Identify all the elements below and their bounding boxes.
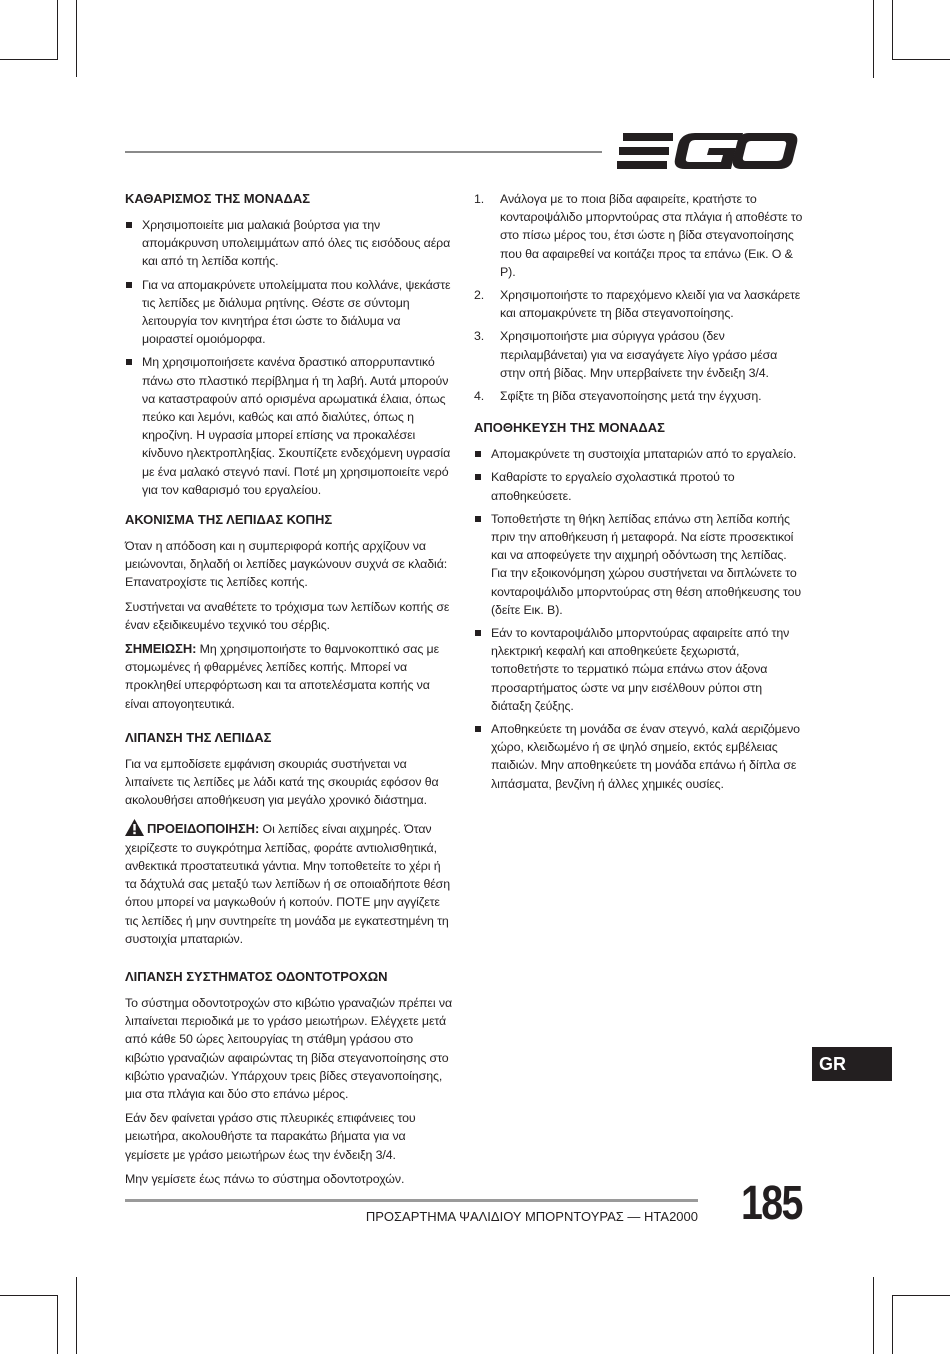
list-item: [125, 216, 453, 271]
crop-mark: [873, 1277, 874, 1354]
bullet-square: [475, 451, 481, 457]
step-number: 1.: [474, 192, 485, 206]
right-column: [474, 190, 804, 805]
step-item: [474, 327, 804, 382]
ego-logo: [617, 131, 799, 171]
note-text: Μη χρησιμοποιήστε το θαμνοκοπτικό σας με στομωμένες ή φθαρμένες λεπίδες κοπής. Μπορεί να προκληθεί υπερφόρτωση και τα αποτελέσματα κοπής να είναι απογοητευτικά.: [125, 642, 440, 711]
crop-mark: [76, 0, 77, 60]
list-item-text: Εάν το κονταροψάλιδο μπορντούρας αφαιρείτε από την ηλεκτρική κεφαλή και αποθηκεύετε ξεχωριστά, τοποθετήστε το τερματικό πώμα επάνω στον άξονα προσαρτήματος ώστε να μην εισέλθουν ρύποι στη διάταξη ζεύξης.: [491, 626, 790, 713]
bullet-list: [474, 445, 804, 793]
crop-mark: [873, 0, 874, 78]
paragraph: Εάν δεν φαίνεται γράσο στις πλευρικές επιφάνειες του μειωτήρα, ακολουθήστε τα παρακάτω βήματα για να γεμίσετε με γράσο μειωτήρων έως την ένδειξη 3/4.: [125, 1111, 416, 1162]
step-number: 4.: [474, 389, 485, 404]
footer-title: ΠΡΟΣΑΡΤΗΜΑ ΨΑΛΙΔΙΟΥ ΜΠΟΡΝΤΟΥΡΑΣ — HTA2000: [365, 1209, 698, 1224]
bullet-square: [126, 222, 132, 228]
bullet-list: [125, 216, 453, 499]
crop-mark: [892, 1295, 893, 1354]
paragraph: Το σύστημα οδοντοτροχών στο κιβώτιο γραναζιών πρέπει να λιπαίνεται περιοδικά με το γράσο μειωτήρων. Ελέγχετε μετά από κάθε 50 ώρες λειτουργίας τη στάθμη γράσου στο κιβώτιο γραναζιών αφαιρώντας τη βίδα στεγανοποίησης στο κιβώτιο γραναζιών. Υπάρχουν τρεις βίδες στεγανοποίησης, μια στα πλάγια και δύο στο επάνω μέρος.: [125, 995, 453, 1101]
list-item: [474, 720, 804, 793]
section-title: ΑΠΟΘΗΚΕΥΣΗ ΤΗΣ ΜΟΝΑΔΑΣ: [474, 420, 665, 436]
step-text: Χρησιμοποιήστε το παρεχόμενο κλειδί για να λασκάρετε και απομακρύνετε τη βίδα στεγανοποίησης.: [500, 288, 801, 321]
section-gear-lubrication: [125, 968, 453, 1188]
section-storage: [474, 419, 804, 793]
list-item-text: Για να απομακρύνετε υπολείμματα που κολλάνε, ψεκάστε τις λεπίδες με διάλυμα ρητίνης. Θέστε σε σύντομη λειτουργία τον κινητήρα έτσι ώστε το διάλυμα να μοιραστεί ομοιόμορφα.: [142, 277, 451, 347]
crop-mark: [76, 1277, 77, 1354]
crop-mark: [892, 59, 950, 60]
section-title: ΛΙΠΑΝΣΗ ΤΗΣ ΛΕΠΙΔΑΣ: [125, 729, 272, 745]
warning-text: Οι λεπίδες είναι αιχμηρές. Όταν χειρίζεστε το συγκρότημα λεπίδας, φοράτε αντιολισθητικά, ανθεκτικά προστατευτικά γάντια. Μην τοποθετείτε το χέρι ή τα δάχτυλά σας μεταξύ των λεπίδων ή σε οποιαδήποτε θέση όπου μπορεί να μαγκωθούν ή κοπούν. ΠΟΤΕ μην αγγίζετε τις λεπίδες ή μην συντηρείτε τη μονάδα με εγκατεστημένη τη συστοιχία μπαταριών.: [125, 822, 451, 946]
crop-mark: [0, 1295, 58, 1296]
bullet-square: [126, 359, 132, 365]
paragraph: Για να εμποδίσετε εμφάνιση σκουριάς συστήνεται να λιπαίνετε τις λεπίδες με λάδι κατά της σκουριάς εφόσον θα ακολουθήσει αποθήκευση για μεγάλο χρονικό διάστημα.: [125, 756, 439, 808]
language-tab: GR: [812, 1047, 892, 1081]
step-number: 2.: [474, 288, 485, 303]
step-item: [474, 286, 804, 322]
list-item: [125, 353, 453, 499]
list-item-text: Απομακρύνετε τη συστοιχία μπαταριών από το εργαλείο.: [491, 447, 797, 462]
bullet-square: [126, 282, 132, 288]
crop-mark: [0, 59, 58, 60]
step-text: Σφίξτε τη βίδα στεγανοποίησης μετά την έγχυση.: [500, 389, 762, 404]
paragraph: Όταν η απόδοση και η συμπεριφορά κοπής αρχίζουν να μειώνονται, δηλαδή οι λεπίδες μαγκώνουν συχνά σε κλαδιά: Επανατροχίστε τις λεπίδες κοπής.: [125, 539, 448, 590]
bullet-square: [475, 630, 481, 636]
list-item: [474, 510, 804, 619]
warning-paragraph: [125, 819, 453, 947]
warning-triangle-icon: [125, 819, 144, 836]
list-item-text: Καθαρίστε το εργαλείο σχολαστικά προτού το αποθηκεύσετε.: [491, 470, 735, 503]
crop-mark: [76, 59, 77, 77]
page-number: 185: [741, 1177, 802, 1230]
step-text: Χρησιμοποιήστε μια σύριγγα γράσου (δεν περιλαμβάνεται) για να εισαγάγετε λίγο γράσο μέσα στην οπή βίδας. Μην υπερβαίνετε την ένδειξη 3/4.: [500, 329, 778, 380]
crop-mark: [57, 1295, 58, 1354]
list-item-text: Χρησιμοποιείτε μια μαλακιά βούρτσα για την απομάκρυνση υπολειμμάτων από όλες τις εισόδους αέρα και από τη λεπίδα κοπής.: [142, 218, 451, 269]
step-number: 3.: [474, 329, 485, 344]
list-item: [474, 468, 804, 504]
bullet-square: [475, 474, 481, 480]
warning-label: ΠΡΟΕΙΔΟΠΟΙΗΣΗ:: [147, 821, 260, 837]
paragraph: Μην γεμίσετε έως πάνω το σύστημα οδοντοτροχών.: [125, 1171, 405, 1186]
crop-mark: [892, 0, 893, 60]
section-title: ΛΙΠΑΝΣΗ ΣΥΣΤΗΜΑΤΟΣ ΟΔΟΝΤΟΤΡΟΧΩΝ: [125, 968, 388, 984]
left-column: [125, 190, 453, 1194]
numbered-steps: [474, 190, 804, 405]
list-item: [474, 624, 804, 715]
step-item: [474, 190, 804, 281]
bullet-square: [475, 516, 481, 522]
step-item: [474, 387, 804, 405]
list-item: [125, 276, 453, 349]
paragraph: Συστήνεται να αναθέτετε το τρόχισμα των λεπίδων κοπής σε έναν εξειδικευμένο τεχνικό του σέρβις.: [125, 599, 450, 632]
note-paragraph: [125, 640, 453, 713]
section-title: ΑΚΟΝΙΣΜΑ ΤΗΣ ΛΕΠΙΔΑΣ ΚΟΠΗΣ: [125, 512, 333, 528]
crop-mark: [892, 1295, 950, 1296]
section-blade-lubrication: [125, 729, 453, 948]
section-title: ΚΑΘΑΡΙΣΜΟΣ ΤΗΣ ΜΟΝΑΔΑΣ: [125, 191, 311, 206]
header-rule: [125, 151, 602, 153]
list-item-text: Μη χρησιμοποιήσετε κανένα δραστικό απορρυπαντικό πάνω στο πλαστικό περίβλημα ή τη λαβή. Αυτά μπορούν να καταστραφούν από ορισμένα αρωματικά έλαια, όπως πεύκο και λεμόνι, καθώς και από διαλύτες, όπως η κηροζίνη. Η υγρασία μπορεί επίσης να προκαλέσει κίνδυνο ηλεκτροπληξίας. Σκουπίζετε ενδεχόμενη υγρασία με ένα μαλακό στεγνό πανί. Ποτέ μη χρησιμοποιείτε νερό για τον καθαρισμό του εργαλείου.: [142, 355, 451, 497]
crop-mark: [57, 0, 58, 60]
footer-rule: [125, 1199, 698, 1202]
list-item-text: Αποθηκεύετε τη μονάδα σε έναν στεγνό, καλά αεριζόμενο χώρο, κλειδωμένο ή σε ψηλό σημείο, εκτός εμβέλειας παιδιών. Μην αποθηκεύετε τη μονάδα επάνω ή δίπλα σε λιπάσματα, βενζίνη ή άλλες χημικές ουσίες.: [491, 722, 800, 791]
bullet-square: [475, 726, 481, 732]
list-item-text: Τοποθετήστε τη θήκη λεπίδας επάνω στη λεπίδα κοπής πριν την αποθήκευση ή μεταφορά. Να είστε προσεκτικοί και να αποφεύγετε την αιχμηρή οδόντωση της λεπίδας. Για την εξοικονόμηση χώρου συστήνεται να διπλώνετε το κονταροψάλιδο μπορντούρας στη θέση αποθήκευσης του (δείτε Εικ. B).: [491, 511, 802, 617]
step-text: Ανάλογα με το ποια βίδα αφαιρείτε, κρατήστε το κονταροψάλιδο μπορντούρας στα πλάγια ή αποθέστε το στο πίσω μέρος του, έτσι ώστε η βίδα στεγανοποίησης που θα αφαιρεθεί να κοιτάζει προς τα επάνω (Εικ. O & P).: [500, 192, 803, 279]
note-label: ΣΗΜΕΙΩΣΗ:: [125, 641, 197, 657]
list-item: [474, 445, 804, 463]
section-cleaning: [125, 190, 453, 499]
section-sharpening: [125, 511, 453, 713]
